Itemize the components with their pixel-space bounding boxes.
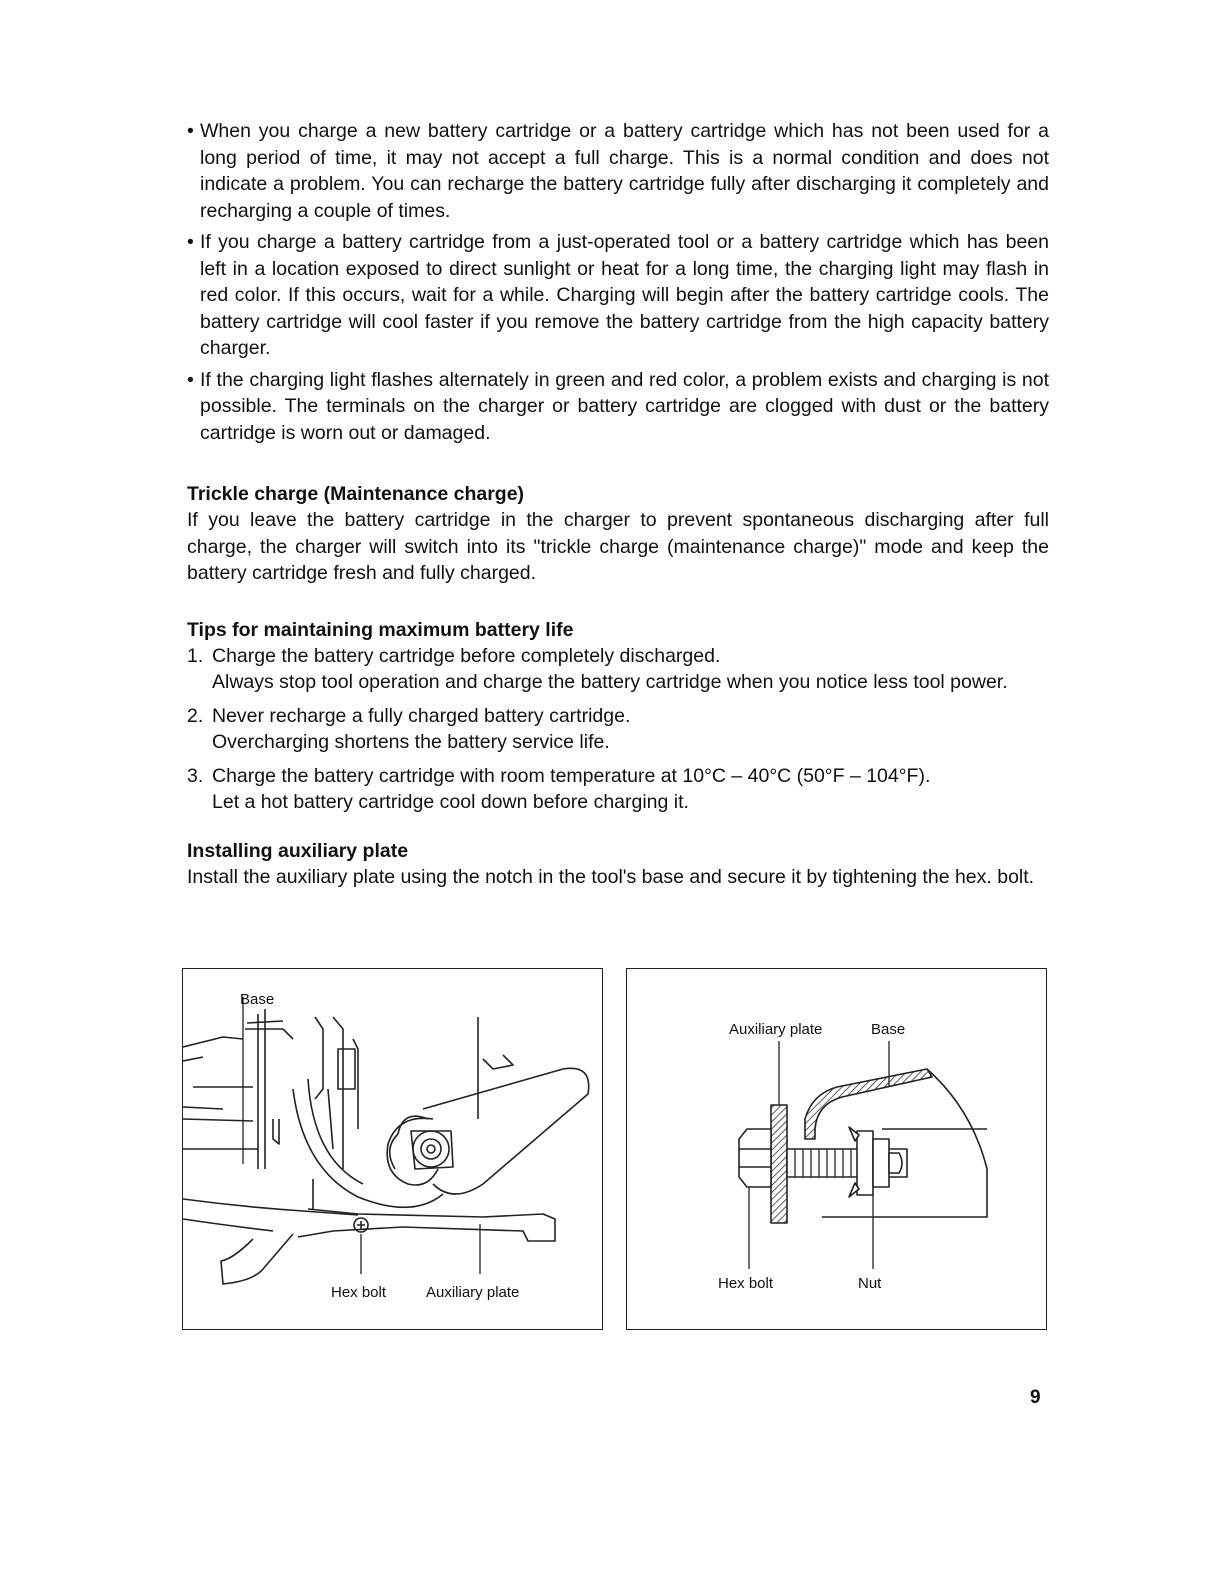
charging-notes-list <box>187 118 1049 446</box>
tips-heading: Tips for maintaining maximum battery life <box>187 618 574 641</box>
list-item: 1. Charge the battery cartridge before completely discharged. Always stop tool operation and charge the battery cartridge when you notice less tool power. <box>187 644 1008 693</box>
label-auxiliary-plate: Auxiliary plate <box>426 1284 520 1301</box>
label-base: Base <box>240 991 275 1008</box>
list-item: 3. Charge the battery cartridge with room temperature at 10°C – 40°C (50°F – 104°F). Let a hot battery cartridge cool down before charging it. <box>187 764 931 813</box>
label-base: Base <box>871 1021 906 1038</box>
label-hex-bolt: Hex bolt <box>718 1275 774 1292</box>
trickle-charge-heading: Trickle charge (Maintenance charge) <box>187 483 525 505</box>
list-item: 2. Never recharge a fully charged battery cartridge. Overcharging shortens the battery service life. <box>187 704 631 753</box>
item-number: 3. <box>187 764 204 787</box>
figure-tool-base <box>182 968 603 1330</box>
bullet-icon: • <box>187 368 194 391</box>
cross-section-illustration <box>627 969 1046 1329</box>
label-hex-bolt: Hex bolt <box>331 1284 387 1301</box>
figure-cross-section <box>626 968 1047 1330</box>
item-number: 2. <box>187 704 204 727</box>
bullet-icon: • <box>187 231 194 253</box>
page-content <box>187 118 1049 890</box>
list-item: • If the charging light flashes alternately in green and red color, a problem exists and charging is not possible. The terminals on the charger or battery cartridge are clogged with dust or the battery cartridge is worn out or damaged. <box>187 368 1049 444</box>
tips-list <box>187 643 1049 816</box>
tool-base-illustration <box>183 969 602 1329</box>
tips-section <box>187 617 1049 816</box>
bullet-icon: • <box>187 120 194 142</box>
trickle-charge-text: If you leave the battery cartridge in the charger to prevent spontaneous discharging after full charge, the charger will switch into its "trickle charge (maintenance charge)" mode and keep the battery cartridge fresh and fully charged. <box>187 509 1049 584</box>
label-auxiliary-plate: Auxiliary plate <box>729 1021 823 1038</box>
label-nut: Nut <box>858 1275 882 1292</box>
list-item: • When you charge a new battery cartridge or a battery cartridge which has not been used for a long period of time, it may not accept a full charge. This is a normal condition and does not indicate a problem. You can recharge the battery cartridge fully after discharging it completely and recharging a couple of times. <box>187 120 1049 222</box>
list-item: • If you charge a battery cartridge from a just-operated tool or a battery cartridge which has been left in a location exposed to direct sunlight or heat for a long time, the charging light may flash in red color. If this occurs, wait for a while. Charging will begin after the battery cartridge cools. The battery cartridge will cool faster if you remove the battery cartridge from the high capacity battery charger. <box>187 231 1049 359</box>
item-number: 1. <box>187 644 204 667</box>
trickle-charge-section <box>187 481 1049 587</box>
aux-plate-section <box>187 838 1049 891</box>
page-number: 9 <box>1030 1387 1041 1408</box>
aux-plate-text: Install the auxiliary plate using the notch in the tool's base and secure it by tightening the hex. bolt. <box>187 865 1035 888</box>
aux-plate-heading: Installing auxiliary plate <box>187 839 409 862</box>
